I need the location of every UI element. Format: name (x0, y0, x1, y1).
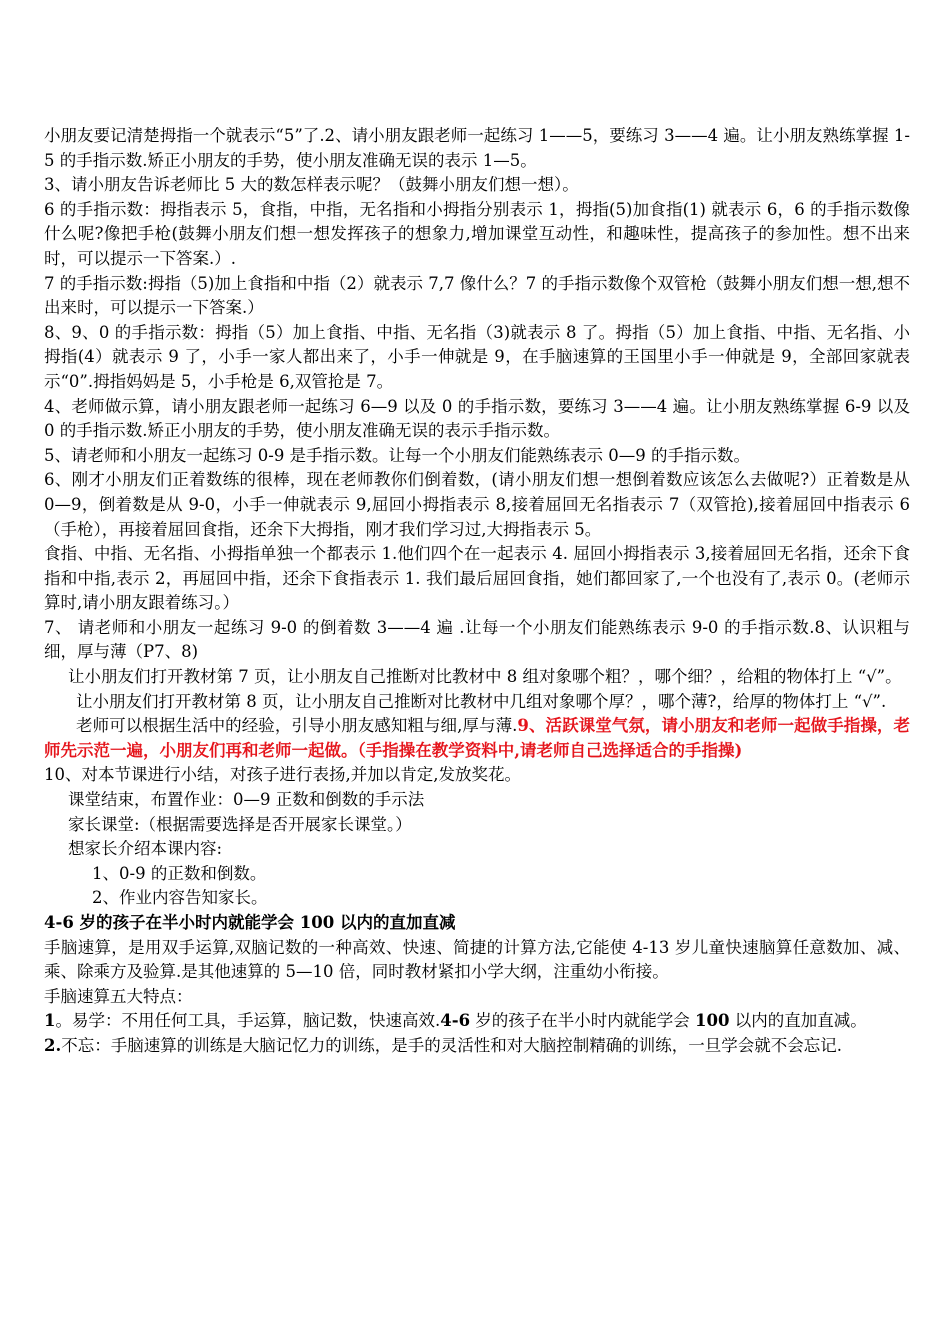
paragraph: 7、 请老师和小朋友一起练习 9-0 的倒着数 3——4 遍 .让每一个小朋友们能熟练表示 9-0 的手指示数.8、认识粗与细，厚与薄（P7、8) (44, 617, 910, 662)
summary-line: 10、对本节课进行小结，对孩子进行表扬,并加以肯定,发放奖花。 (44, 765, 521, 785)
paragraph: 小朋友要记清楚拇指一个就表示“5”了.2、请小朋友跟老师一起练习 1——5，要练习 3——4 遍。让小朋友熟练掌握 1-5 的手指示数.矫正小朋友的手势，使小朋友准确无误的表示 1—5。 (44, 126, 910, 170)
section-heading: 4-6 岁的孩子在半小时内就能学会 100 以内的直加直减 (44, 913, 456, 932)
paragraph: 6、刚才小朋友们正着数练的很棒，现在老师教你们倒着数，(请小朋友们想一想倒着数应该怎么去做呢?）正着数是从 0—9，倒着数是从 9-0，小手一伸就表示 9,屈回小拇指表示 8,接着屈回无名指表示 7（双管抢),接着屈回中指表示 6（手枪），再接着屈回食指，还余下大拇指，刚才我们学习过,大拇指表示 5。 (44, 470, 910, 539)
homework-line: 课堂结束，布置作业：0—9 正数和倒数的手示法 (68, 790, 425, 810)
highlight-red-text: 9、活跃课堂气氛，请小朋友和老师一起做手指操，老师先示范一遍，小朋友们再和老师一起做。（手指操在教学资料中,请老师自己选择适合的手指操) (44, 716, 910, 760)
feature-text: 。易学：不用任何工具，手运算，脑记数，快速高效. (55, 1011, 441, 1031)
list-item: 1、0-9 的正数和倒数。 (92, 863, 267, 883)
feature-number: 2. (44, 1035, 62, 1055)
paragraph: 5、请老师和小朋友一起练习 0-9 是手指示数。让每一个小朋友们能熟练表示 0—9 的手指示数。 (44, 445, 751, 465)
paragraph: 让小朋友们打开教材第 7 页，让小朋友自己推断对比教材中 8 组对象哪个粗？，哪个细？，给粗的物体打上 “√”。 (68, 667, 902, 687)
paragraph-normal-text: 老师可以根据生活中的经验，引导小朋友感知粗与细,厚与薄. (76, 716, 518, 736)
paragraph: 让小朋友们打开教材第 8 页，让小朋友自己推断对比教材中几组对象哪个厚？，哪个薄?，给厚的物体打上 “√”. (76, 691, 887, 711)
feature-text: 岁的孩子在半小时内就能学会 (470, 1011, 696, 1031)
feature-item-2 (44, 1034, 910, 1059)
paragraph: 6 的手指示数：拇指表示 5，食指，中指，无名指和小拇指分别表示 1，拇指(5)加食指(1) 就表示 6，6 的手指示数像什么呢?像把手枪(鼓舞小朋友们想一想发挥孩子的想象力,增加课堂互动性，和趣味性，提高孩子的参加性。想不出来时，可以提示一下答案.）. (44, 199, 910, 268)
intro-to-parents-line: 想家长介绍本课内容: (68, 839, 223, 859)
features-title: 手脑速算五大特点： (44, 986, 193, 1006)
feature-item-1 (44, 1009, 910, 1034)
feature-text: 不忘：手脑速算的训练是大脑记忆力的训练，是手的灵活性和对大脑控制精确的训练，一旦学会就不会忘记. (61, 1035, 842, 1055)
parent-class-line: 家长课堂:（根据需要选择是否开展家长课堂。） (68, 814, 412, 834)
feature-bold: 4-6 (440, 1011, 471, 1031)
paragraph: 7 的手指示数:拇指（5)加上食指和中指（2）就表示 7,7 像什么？7 的手指示数像个双管枪（鼓舞小朋友们想一想,想不出来时，可以提示一下答案.） (44, 273, 910, 318)
feature-bold: 100 (695, 1011, 730, 1031)
paragraph-mixed (44, 714, 910, 763)
feature-text: 以内的直加直减。 (729, 1011, 867, 1031)
intro-paragraph: 手脑速算，是用双手运算,双脑记数的一种高效、快速、简捷的计算方法,它能使 4-13 岁儿童快速脑算任意数加、减、乘、除乘方及验算.是其他速算的 5—10 倍，同时教材紧扣小学大纲，注重幼小衔接。 (44, 937, 910, 982)
paragraph: 8、9、0 的手指示数：拇指（5）加上食指、中指、无名指（3)就表示 8 了。拇指（5）加上食指、中指、无名指、小拇指(4）就表示 9 了，小手一家人都出来了，小手一伸就是 9，在手脑速算的王国里小手一伸就是 9，全部回家就表示“0”.拇指妈妈是 5，小手枪是 6,双管抢是 7。 (44, 322, 910, 391)
paragraph: 3、请小朋友告诉老师比 5 大的数怎样表示呢？（鼓舞小朋友们想一想）。 (44, 175, 579, 195)
list-item: 2、作业内容告知家长。 (92, 888, 268, 908)
paragraph: 食指、中指、无名指、小拇指单独一个都表示 1.他们四个在一起表示 4. 屈回小拇指表示 3,接着屈回无名指，还余下食指和中指,表示 2，再屈回中指，还余下食指表示 1. 我们最后屈回食指，她们都回家了,一个也没有了,表示 0。(老师示算时,请小朋友跟着练习。） (44, 544, 910, 613)
feature-number: 1 (44, 1011, 56, 1031)
document-body (44, 124, 910, 1059)
paragraph: 4、老师做示算，请小朋友跟老师一起练习 6—9 以及 0 的手指示数，要练习 3——4 遍。让小朋友熟练掌握 6-9 以及 0 的手指示数.矫正小朋友的手势，使小朋友准确无误的表示手指示数。 (44, 396, 910, 441)
